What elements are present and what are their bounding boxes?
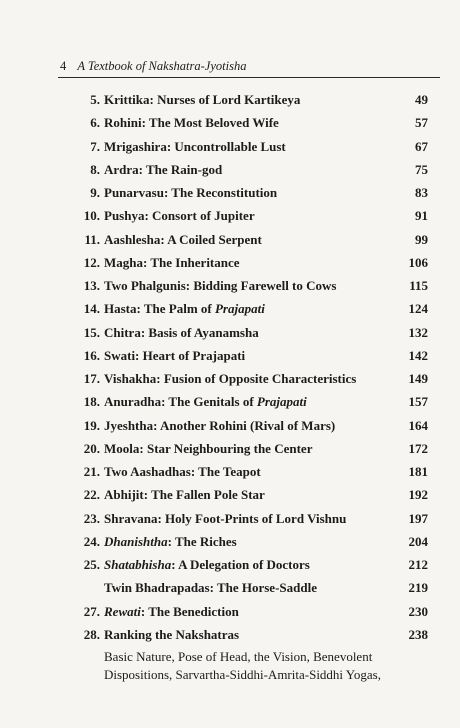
toc-entry-page: 164	[408, 417, 428, 433]
toc-entry-title	[82, 206, 255, 226]
toc-entry-number: 21.	[83, 464, 100, 479]
toc-entry	[82, 276, 428, 299]
toc-entry-text-pre: Ardra: The Rain-god	[104, 161, 223, 177]
toc-entry-number: 17.	[83, 371, 100, 386]
toc-entry-title	[82, 532, 237, 552]
toc-entry	[82, 555, 428, 578]
running-header	[60, 58, 440, 74]
toc-entry	[82, 230, 428, 253]
toc-entry-number: 8.	[90, 161, 100, 177]
toc-entry-text-pre: Magha: The Inheritance	[104, 254, 240, 270]
toc-entry	[82, 416, 428, 439]
toc-entry-text-pre: Swati: Heart of Prajapati	[104, 347, 246, 363]
toc-entry	[82, 113, 428, 136]
toc-entry-title	[82, 439, 312, 459]
toc-entry-text-pre: Two Phalgunis: Bidding Farewell to Cows	[104, 278, 337, 293]
toc-entry-page: 149	[408, 371, 428, 386]
toc-entry-page: 230	[408, 603, 428, 619]
toc-entry-text-pre: Moola: Star Neighbouring the Center	[104, 440, 313, 456]
toc-entry-page: 91	[415, 208, 428, 224]
toc-entry-text-pre: Abhijit: The Fallen Pole Star	[104, 487, 265, 503]
page-number: 4	[60, 59, 67, 73]
toc-entry-title	[82, 509, 346, 529]
toc-entry	[82, 509, 428, 532]
toc-entry-title	[82, 416, 335, 436]
toc-entry-text-pre: Anuradha: The Genitals of	[104, 394, 257, 410]
toc-entry-title	[82, 462, 261, 482]
toc-entry-title	[82, 346, 245, 366]
toc-entry	[82, 625, 428, 648]
toc-entry-title	[82, 578, 317, 598]
toc-entry-title	[82, 369, 356, 389]
toc-entry-page: 49	[415, 92, 428, 107]
toc-entry-page: 142	[408, 347, 428, 363]
toc-entry	[82, 323, 428, 346]
toc-entry-number: 9.	[90, 185, 100, 200]
toc-entry-page: 124	[408, 301, 428, 317]
toc-entry	[82, 299, 428, 322]
toc-entry-page: 204	[408, 533, 428, 549]
toc-entry-title	[82, 276, 336, 296]
toc-entry-page: 99	[415, 231, 428, 247]
toc-entry-number: 22.	[83, 487, 100, 503]
toc-entry-text-pre: Shravana: Holy Foot-Prints of Lord Vishnu	[104, 510, 347, 526]
toc-entry-text-pre: Punarvasu: The Reconstitution	[104, 185, 278, 200]
toc-entry	[82, 346, 428, 369]
toc-entry-number: 23.	[83, 510, 100, 526]
toc-entry	[82, 602, 428, 625]
toc-entry-number: 28.	[83, 626, 100, 642]
toc-entry-text-pre: Rohini: The Most Beloved Wife	[104, 115, 279, 131]
toc-entry-page: 238	[408, 626, 428, 642]
toc-entry-page: 115	[409, 278, 428, 293]
toc-entry-title	[82, 625, 239, 645]
toc-entry-page: 106	[408, 254, 428, 270]
toc-entry	[82, 206, 428, 229]
toc-entry-page: 75	[415, 161, 428, 177]
toc-entry	[82, 439, 428, 462]
toc-entry-text-pre: Ranking the Nakshatras	[104, 626, 240, 642]
toc-entry-text-post: : The Benediction	[140, 603, 239, 619]
toc-entry-number: 15.	[83, 324, 100, 340]
toc-entry-page: 67	[415, 138, 428, 154]
toc-entry-page: 219	[408, 580, 428, 596]
toc-entry-title	[82, 113, 279, 133]
toc-entry	[82, 160, 428, 183]
toc-entry-number: 14.	[83, 301, 100, 317]
toc-entry-text-pre: Krittika: Nurses of Lord Kartikeya	[104, 92, 301, 107]
toc-entry-number: 12.	[83, 254, 100, 270]
toc-entry	[82, 183, 428, 206]
toc-entry-text-post: : The Riches	[167, 533, 237, 549]
toc-entry-page: 157	[408, 394, 428, 410]
toc-entry-title	[82, 392, 307, 412]
toc-entry-page: 83	[415, 185, 428, 200]
toc-entry-title	[82, 555, 310, 575]
toc-entry	[82, 369, 428, 392]
toc-entry-text-pre: Mrigashira: Uncontrollable Lust	[104, 138, 286, 154]
toc-entry-text-pre: Chitra: Basis of Ayanamsha	[104, 324, 259, 340]
toc-entry	[82, 90, 428, 113]
toc-entry-number: 25.	[83, 557, 100, 572]
book-title: A Textbook of Nakshatra-Jyotisha	[77, 59, 247, 73]
toc-entry-text-it: Prajapati	[256, 394, 307, 410]
toc-entry-number: 13.	[83, 278, 100, 293]
header-rule	[58, 77, 440, 78]
toc-entry-title	[82, 602, 239, 622]
toc-entry-text-it: Dhanishtha	[104, 533, 168, 549]
toc-entry-page: 212	[408, 557, 428, 572]
toc-entry-title	[82, 230, 262, 250]
toc-entry-title	[82, 299, 265, 319]
table-of-contents	[82, 90, 428, 648]
toc-entry-number: 16.	[83, 347, 100, 363]
toc-entry-number: 24.	[83, 533, 100, 549]
toc-entry-number: 20.	[83, 440, 100, 456]
toc-entry	[82, 578, 428, 601]
toc-entry	[82, 462, 428, 485]
toc-entry-number: 10.	[83, 208, 100, 224]
toc-entry-page: 192	[408, 487, 428, 503]
toc-entry-title	[82, 323, 259, 343]
toc-entry-number: 6.	[90, 115, 100, 131]
toc-entry	[82, 392, 428, 415]
toc-entry-number: 27.	[83, 603, 100, 619]
toc-entry-title	[82, 183, 277, 203]
toc-entry	[82, 485, 428, 508]
toc-entry-text-it: Rewati	[104, 603, 141, 619]
toc-entry-number: 5.	[90, 92, 100, 107]
toc-entry-number: 19.	[83, 417, 100, 433]
toc-entry-text-pre: Aashlesha: A Coiled Serpent	[104, 231, 262, 247]
toc-entry-page: 181	[408, 464, 428, 479]
toc-entry-text-pre: Twin Bhadrapadas: The Horse-Saddle	[104, 580, 317, 596]
toc-entry-text-it: Prajapati	[214, 301, 265, 317]
chapter-description: Basic Nature, Pose of Head, the Vision, Benevolent Dispositions, Sarvartha-Siddhi-Amrita-Siddhi Yogas,	[104, 649, 381, 682]
toc-entry-title	[82, 160, 222, 180]
toc-entry-page: 57	[415, 115, 428, 131]
toc-entry	[82, 137, 428, 160]
toc-entry-text-post: : A Delegation of Doctors	[171, 557, 310, 572]
toc-entry-title	[82, 485, 265, 505]
toc-entry-page: 172	[408, 440, 428, 456]
toc-entry-page: 197	[408, 510, 428, 526]
toc-entry-number: 11.	[84, 231, 100, 247]
toc-entry-text-pre: Vishakha: Fusion of Opposite Characteristics	[104, 371, 357, 386]
toc-entry-title	[82, 137, 286, 157]
toc-entry	[82, 532, 428, 555]
toc-entry-text-pre: Jyeshtha: Another Rohini (Rival of Mars)	[104, 417, 336, 433]
toc-entry-title	[82, 253, 240, 273]
toc-entry-title	[82, 90, 300, 110]
toc-entry	[82, 253, 428, 276]
toc-entry-text-pre: Pushya: Consort of Jupiter	[104, 208, 255, 224]
toc-entry-text-pre: Two Aashadhas: The Teapot	[104, 464, 261, 479]
toc-entry-page: 132	[408, 324, 428, 340]
toc-entry-number: 7.	[90, 138, 100, 154]
toc-entry-number: 18.	[83, 394, 100, 410]
toc-entry-text-it: Shatabhisha	[104, 557, 172, 572]
toc-entry-text-pre: Hasta: The Palm of	[104, 301, 215, 317]
